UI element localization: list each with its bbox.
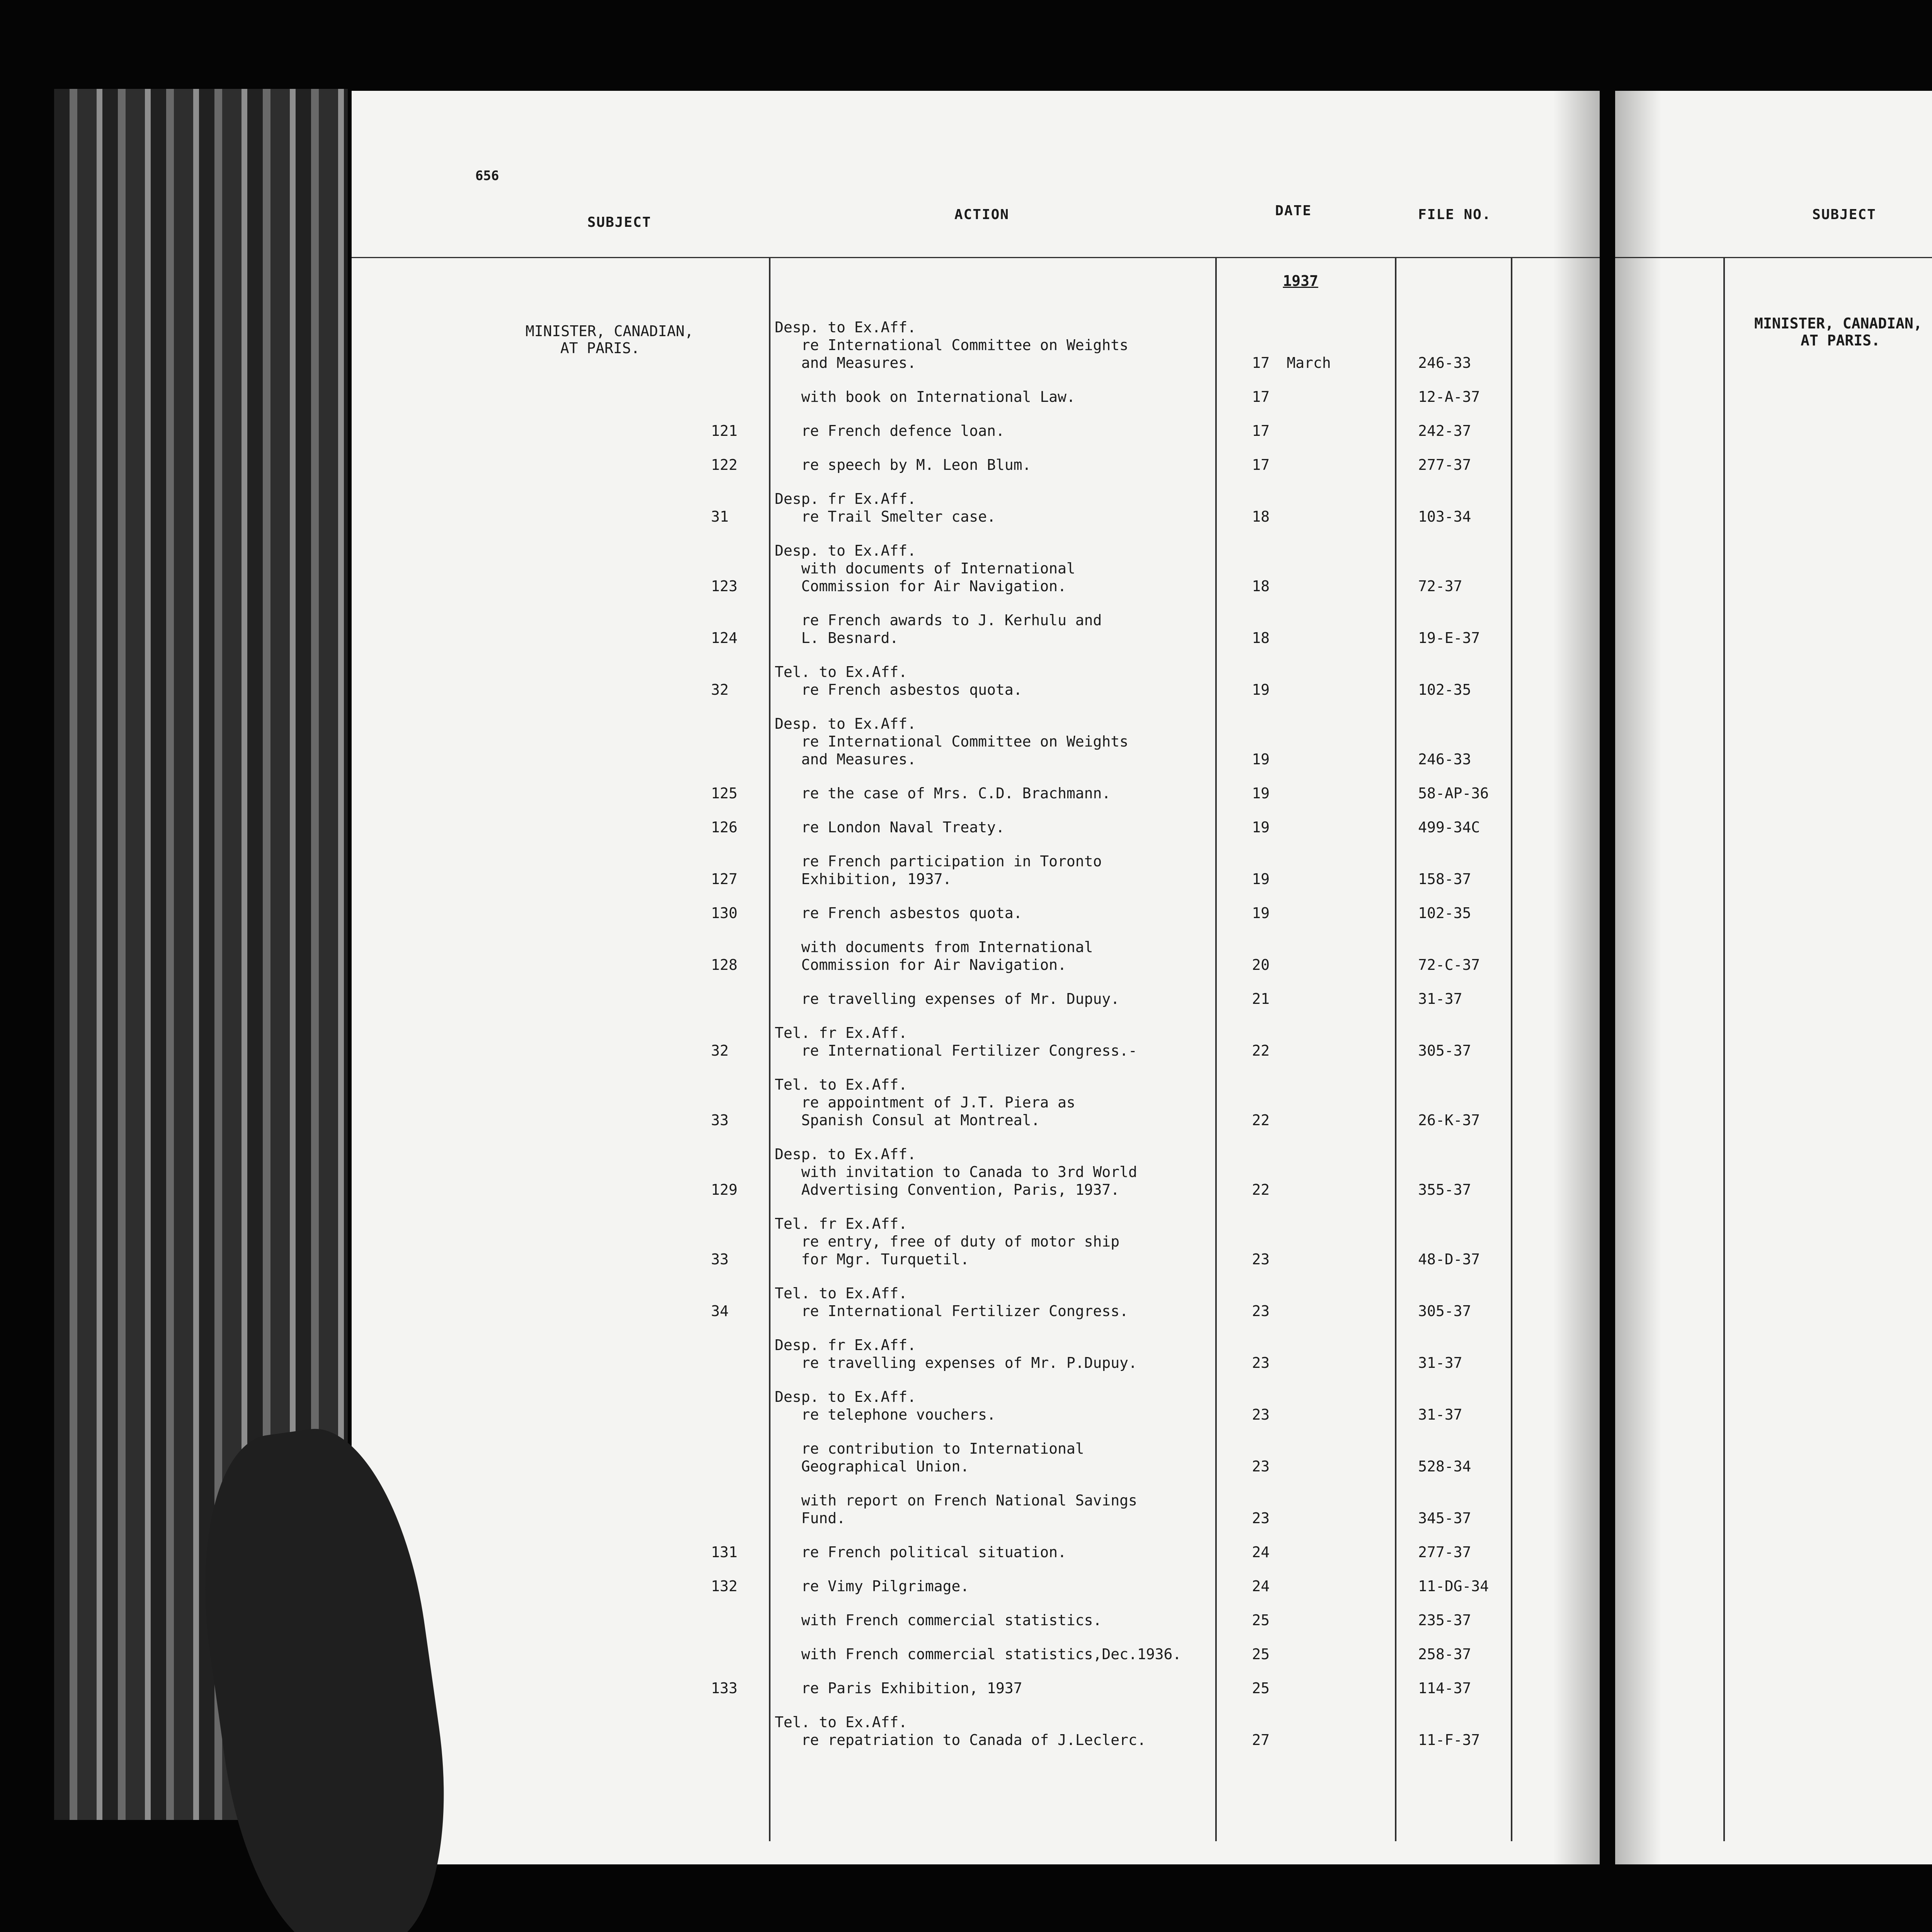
entry-action-line: re entry, free of duty of motor ship xyxy=(775,1233,1120,1250)
entry-day: 19 xyxy=(1252,871,1270,888)
header-subject: SUBJECT xyxy=(1812,207,1876,223)
entry-day: 17 xyxy=(1252,422,1270,439)
entry-file-no: 26-K-37 xyxy=(1418,1112,1480,1129)
left-page xyxy=(352,91,1600,1864)
entry-day: 24 xyxy=(1252,1544,1270,1561)
entry-action-line: re contribution to International xyxy=(775,1440,1084,1457)
entry-day: 20 xyxy=(1252,956,1270,973)
entry-action-line: re travelling expenses of Mr. P.Dupuy. xyxy=(775,1354,1137,1371)
column-rule xyxy=(1395,257,1396,1841)
entry-action-line: Desp. to Ex.Aff. xyxy=(775,1388,917,1405)
entry-action-line: Tel. to Ex.Aff. xyxy=(775,663,908,680)
entry-number: 129 xyxy=(711,1181,738,1198)
entry-action-line: re London Naval Treaty. xyxy=(775,819,1005,836)
gutter-shadow xyxy=(1553,91,1600,1864)
entry-action-line: re International Committee on Weights xyxy=(775,337,1129,354)
entry-action-line: Desp. to Ex.Aff. xyxy=(775,715,917,732)
entry-action-line: Desp. fr Ex.Aff. xyxy=(775,490,917,507)
entry-action-line: re Trail Smelter case. xyxy=(775,508,996,525)
entry-action-line: Fund. xyxy=(775,1510,846,1527)
entry-file-no: 114-37 xyxy=(1418,1680,1471,1697)
entry-number: 125 xyxy=(711,785,738,802)
entry-action-line: re travelling expenses of Mr. Dupuy. xyxy=(775,990,1120,1007)
entry-action-line: Desp. fr Ex.Aff. xyxy=(775,1337,917,1354)
subject-line: AT PARIS. xyxy=(1801,332,1880,349)
entry-day: 21 xyxy=(1252,990,1270,1007)
entry-number: 130 xyxy=(711,905,738,922)
entry-action-line: Tel. to Ex.Aff. xyxy=(775,1285,908,1302)
entry-file-no: 355-37 xyxy=(1418,1181,1471,1198)
entry-day: 17 xyxy=(1252,388,1270,405)
entry-file-no: 31-37 xyxy=(1418,1406,1463,1423)
entry-action-line: with invitation to Canada to 3rd World xyxy=(775,1163,1137,1180)
entry-day: 25 xyxy=(1252,1680,1270,1697)
subject-line: MINISTER, CANADIAN, xyxy=(1754,315,1922,332)
entry-day: 19 xyxy=(1252,819,1270,836)
entry-number: 32 xyxy=(711,1042,729,1059)
entry-number: 127 xyxy=(711,871,738,888)
entry-action-line: re French participation in Toronto xyxy=(775,853,1102,870)
entry-file-no: 345-37 xyxy=(1418,1510,1471,1527)
subject-line: AT PARIS. xyxy=(560,340,640,357)
entry-action-line: re Vimy Pilgrimage. xyxy=(775,1578,969,1595)
subject-line: MINISTER, CANADIAN, xyxy=(526,323,694,340)
entry-day: 23 xyxy=(1252,1510,1270,1527)
entry-action-line: Commission for Air Navigation. xyxy=(775,956,1066,973)
entry-file-no: 11-F-37 xyxy=(1418,1731,1480,1748)
entry-file-no: 31-37 xyxy=(1418,990,1463,1007)
entry-action-line: and Measures. xyxy=(775,354,917,371)
entry-day: 25 xyxy=(1252,1612,1270,1629)
entry-number: 124 xyxy=(711,629,738,646)
entry-file-no: 235-37 xyxy=(1418,1612,1471,1629)
column-rule xyxy=(1723,257,1725,1841)
entry-action-line: with French commercial statistics,Dec.1936. xyxy=(775,1646,1182,1663)
entry-day: 25 xyxy=(1252,1646,1270,1663)
entry-action-line: with French commercial statistics. xyxy=(775,1612,1102,1629)
entry-day: 23 xyxy=(1252,1406,1270,1423)
gutter-shadow xyxy=(1615,91,1662,1864)
entry-day: 19 xyxy=(1252,785,1270,802)
header-action: ACTION xyxy=(954,207,1010,223)
entry-number: 33 xyxy=(711,1112,729,1129)
entry-action-line: Tel. to Ex.Aff. xyxy=(775,1076,908,1093)
entry-action-line: re International Committee on Weights xyxy=(775,733,1129,750)
entry-day: 18 xyxy=(1252,508,1270,525)
entry-day: 19 xyxy=(1252,751,1270,768)
entry-file-no: 58-AP-36 xyxy=(1418,785,1489,802)
column-rule xyxy=(1511,257,1512,1841)
entry-number: 128 xyxy=(711,956,738,973)
entry-action-line: with documents from International xyxy=(775,939,1093,956)
entry-day: 27 xyxy=(1252,1731,1270,1748)
entry-number: 132 xyxy=(711,1578,738,1595)
header-subject: SUBJECT xyxy=(587,214,651,230)
entry-file-no: 246-33 xyxy=(1418,751,1471,768)
entry-action-line: re appointment of J.T. Piera as xyxy=(775,1094,1075,1111)
entry-day: 19 xyxy=(1252,905,1270,922)
entry-action-line: Desp. to Ex.Aff. xyxy=(775,319,917,336)
entry-number: 34 xyxy=(711,1303,729,1320)
entry-number: 32 xyxy=(711,681,729,698)
entry-action-line: Exhibition, 1937. xyxy=(775,871,952,888)
year-heading: 1937 xyxy=(1283,272,1318,289)
entry-action-line: re speech by M. Leon Blum. xyxy=(775,456,1031,473)
entry-day: 23 xyxy=(1252,1458,1270,1475)
entry-file-no: 102-35 xyxy=(1418,905,1471,922)
column-rule xyxy=(769,257,770,1841)
entry-file-no: 246-33 xyxy=(1418,354,1471,371)
entry-file-no: 258-37 xyxy=(1418,1646,1471,1663)
entry-day: 22 xyxy=(1252,1181,1270,1198)
right-page xyxy=(1615,91,1932,1864)
entry-day: 18 xyxy=(1252,629,1270,646)
entry-file-no: 528-34 xyxy=(1418,1458,1471,1475)
entry-action-line: Spanish Consul at Montreal. xyxy=(775,1112,1040,1129)
entry-day: 24 xyxy=(1252,1578,1270,1595)
entry-action-line: re telephone vouchers. xyxy=(775,1406,996,1423)
entry-action-line: re the case of Mrs. C.D. Brachmann. xyxy=(775,785,1111,802)
entry-day: 23 xyxy=(1252,1303,1270,1320)
entry-day: 23 xyxy=(1252,1354,1270,1371)
entry-action-line: Advertising Convention, Paris, 1937. xyxy=(775,1181,1120,1198)
entry-number: 126 xyxy=(711,819,738,836)
entry-file-no: 31-37 xyxy=(1418,1354,1463,1371)
entry-day: 23 xyxy=(1252,1251,1270,1268)
entry-action-line: for Mgr. Turquetil. xyxy=(775,1251,969,1268)
column-rule xyxy=(1215,257,1217,1841)
entry-day: 22 xyxy=(1252,1042,1270,1059)
header-date: DATE xyxy=(1275,203,1312,219)
entry-action-line: and Measures. xyxy=(775,751,917,768)
entry-number: 122 xyxy=(711,456,738,473)
entry-file-no: 305-37 xyxy=(1418,1042,1471,1059)
entry-action-line: Geographical Union. xyxy=(775,1458,969,1475)
entry-file-no: 158-37 xyxy=(1418,871,1471,888)
entry-action-line: re French asbestos quota. xyxy=(775,905,1022,922)
entry-day: 18 xyxy=(1252,578,1270,595)
entry-file-no: 72-C-37 xyxy=(1418,956,1480,973)
entry-action-line: re French awards to J. Kerhulu and xyxy=(775,612,1102,629)
entry-action-line: Tel. to Ex.Aff. xyxy=(775,1714,908,1731)
entry-action-line: L. Besnard. xyxy=(775,629,899,646)
entry-file-no: 242-37 xyxy=(1418,422,1471,439)
entry-month: March xyxy=(1287,354,1331,371)
entry-day: 17 xyxy=(1252,354,1270,371)
entry-number: 31 xyxy=(711,508,729,525)
entry-action-line: with book on International Law. xyxy=(775,388,1075,405)
entry-file-no: 12-A-37 xyxy=(1418,388,1480,405)
entry-day: 17 xyxy=(1252,456,1270,473)
entry-action-line: re French political situation. xyxy=(775,1544,1066,1561)
entry-file-no: 102-35 xyxy=(1418,681,1471,698)
entry-file-no: 48-D-37 xyxy=(1418,1251,1480,1268)
entry-action-line: Commission for Air Navigation. xyxy=(775,578,1066,595)
entry-file-no: 72-37 xyxy=(1418,578,1463,595)
page-number: 656 xyxy=(475,168,499,184)
entry-file-no: 11-DG-34 xyxy=(1418,1578,1489,1595)
entry-number: 33 xyxy=(711,1251,729,1268)
entry-action-line: re International Fertilizer Congress. xyxy=(775,1303,1129,1320)
entry-action-line: Tel. fr Ex.Aff. xyxy=(775,1024,908,1041)
entry-file-no: 305-37 xyxy=(1418,1303,1471,1320)
entry-action-line: re French asbestos quota. xyxy=(775,681,1022,698)
entry-action-line: re Paris Exhibition, 1937 xyxy=(775,1680,1022,1697)
entry-file-no: 277-37 xyxy=(1418,1544,1471,1561)
header-rule xyxy=(352,257,1600,258)
entry-action-line: Desp. to Ex.Aff. xyxy=(775,1146,917,1163)
entry-number: 121 xyxy=(711,422,738,439)
entry-action-line: re French defence loan. xyxy=(775,422,1005,439)
entry-day: 22 xyxy=(1252,1112,1270,1129)
entry-day: 19 xyxy=(1252,681,1270,698)
entry-file-no: 277-37 xyxy=(1418,456,1471,473)
header-file-no: FILE NO. xyxy=(1418,207,1492,223)
entry-action-line: re International Fertilizer Congress.- xyxy=(775,1042,1137,1059)
entry-action-line: Tel. fr Ex.Aff. xyxy=(775,1215,908,1232)
entry-action-line: with documents of International xyxy=(775,560,1075,577)
entry-file-no: 103-34 xyxy=(1418,508,1471,525)
entry-number: 123 xyxy=(711,578,738,595)
entry-file-no: 499-34C xyxy=(1418,819,1480,836)
entry-action-line: Desp. to Ex.Aff. xyxy=(775,542,917,559)
entry-number: 133 xyxy=(711,1680,738,1697)
entry-file-no: 19-E-37 xyxy=(1418,629,1480,646)
entry-action-line: with report on French National Savings xyxy=(775,1492,1137,1509)
entry-number: 131 xyxy=(711,1544,738,1561)
entry-action-line: re repatriation to Canada of J.Leclerc. xyxy=(775,1731,1146,1748)
header-rule xyxy=(1615,257,1932,258)
